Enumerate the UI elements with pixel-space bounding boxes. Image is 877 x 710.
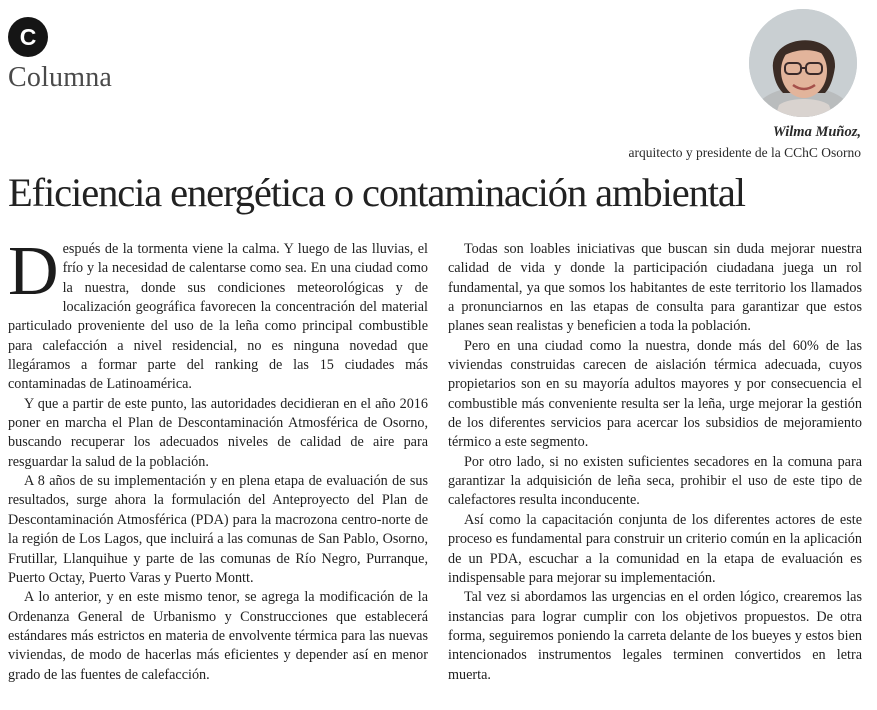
section-label: Columna — [8, 62, 113, 93]
paragraph: Pero en una ciudad como la nuestra, donde más del 60% de las viviendas construidas carecen de aislación térmica adecuada, cuyos propietarios son en su mayoría adultos mayores y por consecuencia el combustible más conveniente resulta ser la leña, urge mejorar la gestión de los diferentes servicios para acercar los subsidios de mejoramiento térmico a este segmento. — [448, 337, 862, 451]
article-column-right — [448, 240, 862, 685]
author-photo-illustration — [749, 9, 857, 117]
paragraph: Por otro lado, si no existen suficientes secadores en la comuna para garantizar la adquisición de leña seca, prohibir el uso de este tipo de calefactores resulta inconducente. — [448, 453, 862, 509]
article-column-left — [8, 233, 428, 685]
author-photo — [749, 9, 857, 117]
paragraph: Y que a partir de este punto, las autoridades decidieran en el año 2016 poner en marcha el Plan de Descontaminación Atmosférica de Osorno, buscando recuperar los adecuados niveles de calidad de aire para resguardar la salud de la población. — [8, 395, 428, 470]
article-headline: Eficiencia energética o contaminación ambiental — [8, 170, 745, 215]
paragraph — [8, 233, 428, 395]
paragraph: A 8 años de su implementación y en plena etapa de evaluación de sus resultados, surge ahora la formulación del Anteproyecto del Plan de Descontaminación Atmosférica (PDA) para la macrozona centro-norte de la región de Los Lagos, que incluirá a las comunas de San Pablo, Osorno, Frutillar, Llanquihue y parte de las comunas de Río Negro, Purranque, Puerto Octay, Puerto Varas y Puerto Montt. — [8, 473, 428, 586]
paragraph: Así como la capacitación conjunta de los diferentes actores de este proceso es fundamental para construir un criterio común en la aplicación de un PDA, escuchar a la comunidad en la etapa de evaluación es indispensable para mejorar su implementación. — [448, 511, 862, 586]
paragraph: Tal vez si abordamos las urgencias en el orden lógico, crearemos las instancias para lograr cumplir con los objetivos propuestos. De otra forma, seguiremos poniendo la carreta delante de los bueyes y estos bien intencionados instrumentos legales terminen convertidos en letra muerta. — [448, 589, 862, 683]
drop-cap: D — [8, 233, 59, 310]
column-badge-icon — [8, 17, 48, 57]
column-badge-letter: C — [19, 23, 37, 50]
paragraph: Todas son loables iniciativas que buscan sin duda mejorar nuestra calidad de vida y donde la participación ciudadana juega un rol fundamental, ya que somos los habitantes de este territorio los llamados a pronunciarnos en las etapas de consulta para garantizar que estos planes sean realistas y beneficien a toda la población. — [448, 241, 862, 335]
author-role: arquitecto y presidente de la CChC Osorno — [628, 145, 861, 160]
paragraph-text: espués de la tormenta viene la calma. Y luego de las lluvias, el frío y la necesidad de calentarse como sea. En una ciudad como la nuestra, donde sus condiciones meteorológicas y de localización geográfica favorecen la concentración del material particulado proveniente del uso de la leña como principal combustible para calefacción a nivel residencial, no es ninguna novedad que llegáramos a formar parte del ranking de las 15 ciudades más contaminadas de Latinoamérica. — [8, 241, 428, 393]
paragraph: A lo anterior, y en este mismo tenor, se agrega la modificación de la Ordenanza General de Urbanismo y Construcciones que establecerá estándares más estrictos en materia de envolvente térmica para las nuevas viviendas, de modo de hacerlas más eficientes y depender así en menor grado de las fuentes de calefacción. — [8, 589, 428, 683]
author-name: Wilma Muñoz, — [772, 124, 861, 140]
author-byline — [629, 122, 861, 163]
